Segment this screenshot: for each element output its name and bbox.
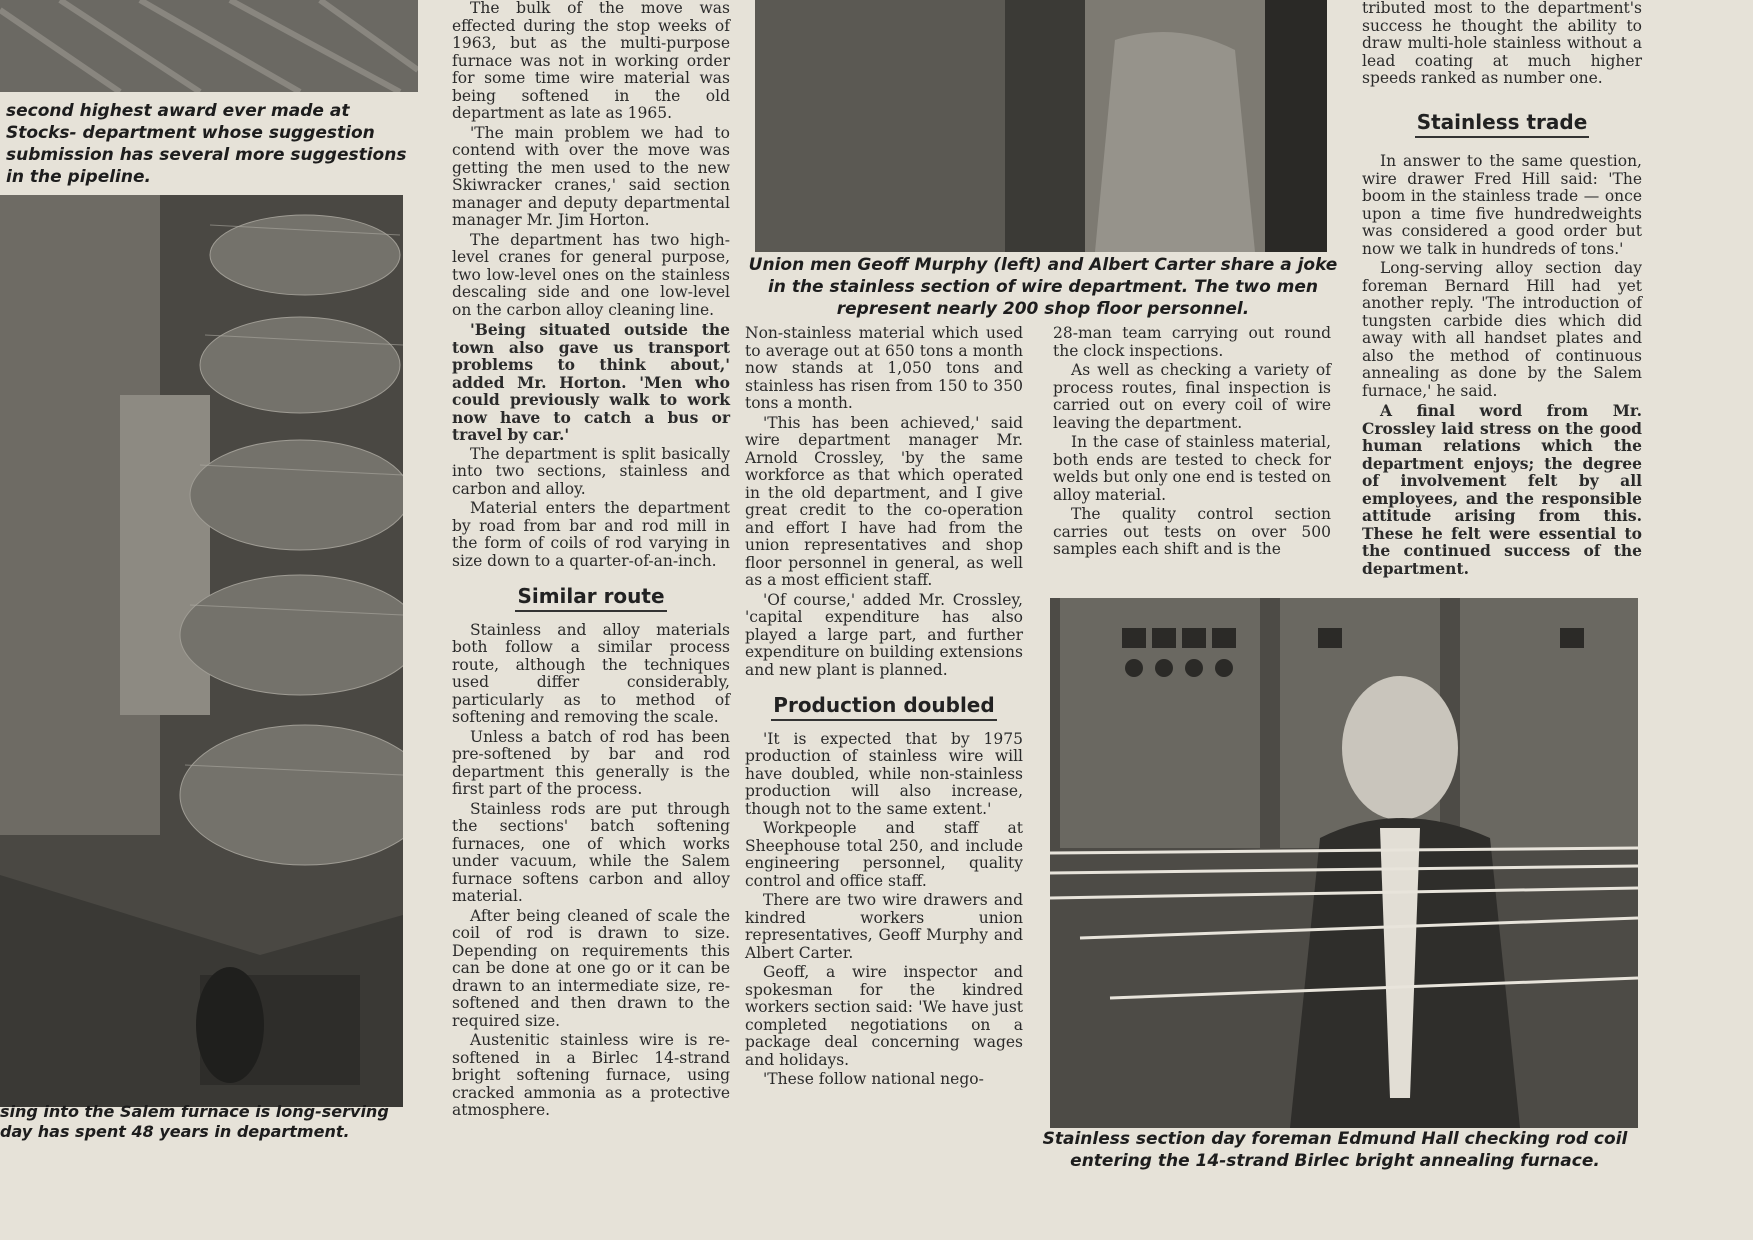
col2-paragraph: There are two wire drawers and kindred workers union representatives, Geoff Murphy and Albert Carter. (745, 891, 1023, 962)
col4-paragraph: Long-serving alloy section day foreman Bernard Hill had yet another reply. 'The introduction of tungsten carbide dies which did away with all handset plates and also the method of continuous annealing as done by the Salem furnace,' he said. (1362, 259, 1642, 400)
bottom-right-caption: Stainless section day foreman Edmund Hall checking rod coil entering the 14-strand Birlec bright annealing furnace. (1042, 1129, 1628, 1171)
article-column-4 (1362, 0, 1642, 579)
article-column-1 (452, 0, 730, 1122)
section-heading-stainless-trade: Stainless trade (1362, 114, 1642, 132)
union-men-photo (755, 0, 1327, 252)
article-column-3 (1053, 325, 1331, 561)
col4-paragraph: In answer to the same question, wire drawer Fred Hill said: 'The boom in the stainless trade — once upon a time five hundredweights was considered a good order but now we talk in hundreds of tons.' (1362, 152, 1642, 258)
top-left-photo-art (0, 0, 418, 92)
col1-paragraph: 'Being situated outside the town also gave us transport problems to think about,' added Mr. Horton. 'Men who could previously walk to work now have to catch a bus or travel by car.' (452, 320, 730, 444)
col1-paragraph: The bulk of the move was effected during the stop weeks of 1963, but as the multi-purpose furnace was not in working order for some time wire material was being softened in the old department as late as 1965. (452, 0, 730, 122)
col3-paragraph: In the case of stainless material, both ends are tested to check for welds but only one end is tested on alloy material. (1053, 433, 1331, 504)
col2-paragraph: 'It is expected that by 1975 production of stainless wire will have doubled, while non-stainless production will also increase, though not to the same extent.' (745, 729, 1023, 818)
col1-paragraph: Stainless rods are put through the sections' batch softening furnaces, one of which works under vacuum, while the Salem furnace softens carbon and alloy material. (452, 799, 730, 905)
top-left-photo (0, 0, 418, 92)
col1-paragraph: The department has two high-level cranes for general purpose, two low-level ones on the stainless descaling side and one low-level on the carbon alloy cleaning line. (452, 230, 730, 319)
col2-paragraph: Geoff, a wire inspector and spokesman for the kindred workers section said: 'We have just completed negotiations on a package deal concerning wages and holidays. (745, 963, 1023, 1069)
wire-coils-photo (0, 195, 403, 1107)
col4-paragraph: A final word from Mr. Crossley laid stress on the good human relations which the department enjoys; the degree of involvement felt by all employees, and the responsible attitude arising from this. These he felt were essential to the continued success of the department. (1362, 401, 1642, 578)
col1-paragraph: After being cleaned of scale the coil of rod is drawn to size. Depending on requirements this can be done at one go or it can be drawn to an intermediate size, re-softened and then drawn to the required size. (452, 906, 730, 1030)
article-column-2 (745, 325, 1023, 1091)
col2-paragraph: Workpeople and staff at Sheephouse total 250, and include engineering personnel, quality control and office staff. (745, 819, 1023, 890)
foreman-art (1050, 598, 1638, 1128)
union-men-art (755, 0, 1327, 252)
section-heading-similar-route: Similar route (452, 588, 730, 606)
top-left-caption: second highest award ever made at Stocks- department whose suggestion submission has several more suggestions in the pipeline. (6, 101, 407, 187)
section-heading-production-doubled: Production doubled (745, 697, 1023, 715)
col3-paragraph: 28-man team carrying out round the clock inspections. (1053, 324, 1331, 360)
col1-paragraph: Stainless and alloy materials both follow a similar process route, although the techniques used differ considerably, particularly as to method of softening and removing the scale. (452, 620, 730, 726)
col2-paragraph: Non-stainless material which used to average out at 650 tons a month now stands at 1,050 tons and stainless has risen from 150 to 350 tons a month. (745, 324, 1023, 412)
foreman-photo (1050, 598, 1638, 1128)
col1-paragraph: The department is split basically into two sections, stainless and carbon and alloy. (452, 444, 730, 498)
wire-coils-art (0, 195, 403, 1107)
bottom-left-caption: sing into the Salem furnace is long-serving day has spent 48 years in department. (0, 1102, 389, 1141)
col2-paragraph: 'These follow national nego- (763, 1070, 984, 1088)
col4-paragraph: tributed most to the department's success he thought the ability to draw multi-hole stainless without a lead coating at much higher speeds ranked as number one. (1362, 0, 1642, 87)
middle-caption: Union men Geoff Murphy (left) and Albert Carter share a joke in the stainless section of wire department. The two men represent nearly 200 shop floor personnel. (748, 255, 1338, 319)
col1-paragraph: Unless a batch of rod has been pre-softened by bar and rod department this generally is the first part of the process. (452, 727, 730, 798)
col2-paragraph: 'This has been achieved,' said wire department manager Mr. Arnold Crossley, 'by the same workforce as that which operated in the old department, and I give great credit to the co-operation and effort I have had from the union representatives and shop floor personnel in general, as well as a most efficient staff. (745, 413, 1023, 589)
col3-paragraph: As well as checking a variety of process routes, final inspection is carried out on every coil of wire leaving the department. (1053, 361, 1331, 432)
col1-paragraph: Material enters the department by road from bar and rod mill in the form of coils of rod varying in size down to a quarter-of-an-inch. (452, 499, 730, 570)
col3-paragraph: The quality control section carries out tests on over 500 samples each shift and is the (1053, 505, 1331, 558)
col2-paragraph: 'Of course,' added Mr. Crossley, 'capital expenditure has also played a large part, and further expenditure on building extensions and new plant is planned. (745, 590, 1023, 679)
col1-paragraph: Austenitic stainless wire is re-softened in a Birlec 14-strand bright softening furnace, using cracked ammonia as a protective atmosphere. (452, 1031, 730, 1119)
col1-paragraph: 'The main problem we had to contend with over the move was getting the men used to the new Skiwracker cranes,' said section manager and deputy departmental manager Mr. Jim Horton. (452, 123, 730, 229)
